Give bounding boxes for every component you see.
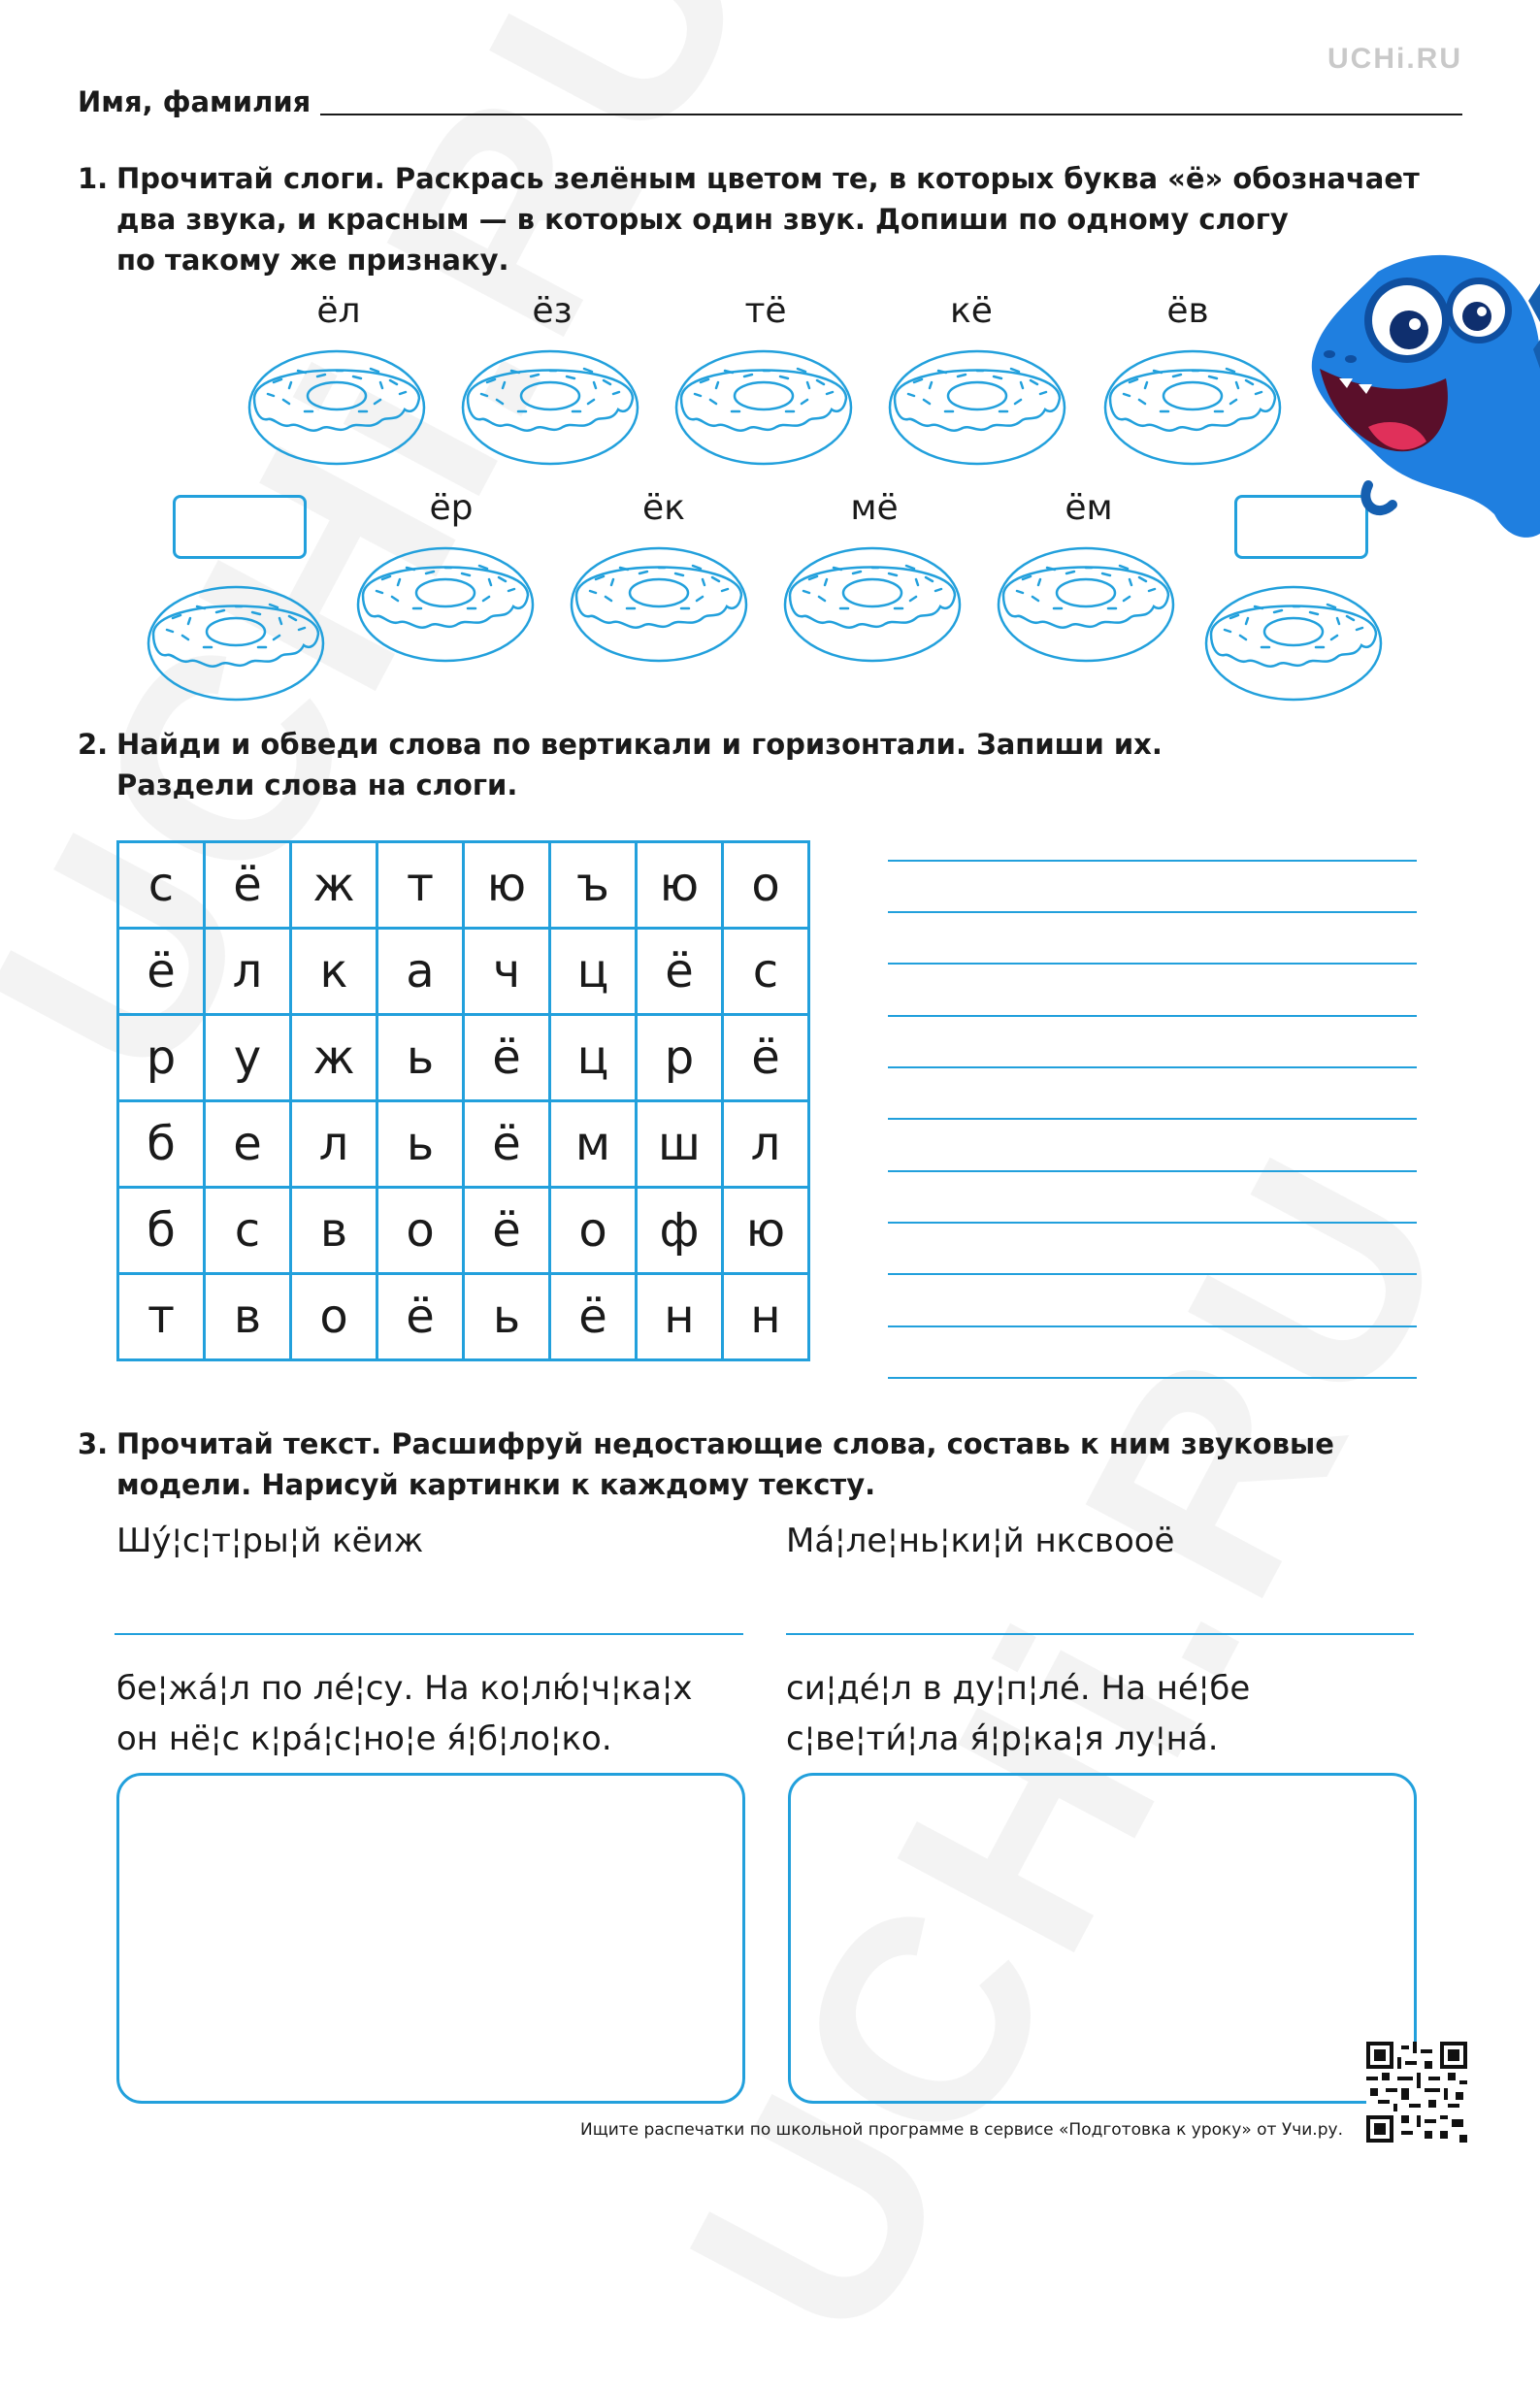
grid-cell[interactable]: ё [464,1188,550,1274]
grid-cell[interactable]: о [377,1188,464,1274]
grid-row [118,842,809,929]
grid-cell[interactable]: н [637,1274,723,1360]
donut-icon[interactable] [353,539,538,665]
syllable-label: ёв [1166,291,1209,331]
grid-cell[interactable]: ц [550,1015,637,1101]
grid-cell[interactable]: ё [637,929,723,1015]
syllable-label: ём [1065,488,1113,528]
story-left-title: Шу́¦с¦т¦ры¦й кёиж [116,1522,424,1560]
grid-row [118,1274,809,1360]
grid-row [118,1188,809,1274]
task2-line: Раздели слова на слоги. [116,769,518,802]
task1-text [116,158,1420,280]
grid-cell[interactable]: ж [291,842,377,929]
answer-line-right[interactable] [786,1633,1414,1635]
grid-cell[interactable]: л [723,1101,809,1188]
name-input-line[interactable] [320,114,1462,115]
task3-line: модели. Нарисуй картинки к каждому тексту. [116,1468,876,1501]
syllable-label: кё [950,291,993,331]
writing-line[interactable] [888,1118,1417,1120]
syllable-label: ёр [429,488,474,528]
grid-cell[interactable]: ё [464,1101,550,1188]
syllable-label: ёк [642,488,685,528]
donut-icon[interactable] [458,342,642,468]
grid-cell[interactable]: ж [291,1015,377,1101]
syllable-label: тё [744,291,787,331]
grid-cell[interactable]: ю [464,842,550,929]
task2-text [116,724,1163,805]
story-right-line: си¦де́¦л в ду¦п¦ле́. На не́¦бе [786,1669,1251,1708]
donut-icon[interactable] [780,539,965,665]
story-right-title: Ма́¦ле¦нь¦ки¦й нксвооё [786,1522,1175,1560]
writing-line[interactable] [888,963,1417,965]
task3-line: Прочитай текст. Расшифруй недостающие слова, составь к ним звуковые [116,1427,1334,1460]
grid-cell[interactable]: ь [464,1274,550,1360]
writing-line[interactable] [888,1066,1417,1068]
grid-cell[interactable]: в [291,1188,377,1274]
grid-row [118,1101,809,1188]
grid-cell[interactable]: к [291,929,377,1015]
grid-cell[interactable]: ё [550,1274,637,1360]
grid-cell[interactable]: м [550,1101,637,1188]
writing-line[interactable] [888,1377,1417,1379]
grid-cell[interactable]: ё [464,1015,550,1101]
donut-icon[interactable] [567,539,751,665]
grid-cell[interactable]: ц [550,929,637,1015]
task1-line: Прочитай слоги. Раскрась зелёным цветом те, в которых буква «ё» обозначает [116,162,1420,195]
grid-cell[interactable]: ю [723,1188,809,1274]
task3-text [116,1424,1334,1505]
grid-cell[interactable]: ё [377,1274,464,1360]
grid-cell[interactable]: ь [377,1015,464,1101]
qr-code-icon[interactable] [1366,2042,1467,2143]
task2-number: 2. [78,728,109,761]
grid-cell[interactable]: с [118,842,205,929]
grid-cell[interactable]: с [723,929,809,1015]
donut-icon[interactable] [144,577,328,704]
donut-icon[interactable] [885,342,1069,468]
writing-line[interactable] [888,1015,1417,1017]
grid-cell[interactable]: л [291,1101,377,1188]
task2-line: Найди и обведи слова по вертикали и горизонтали. Запиши их. [116,728,1163,761]
donut-icon[interactable] [1100,342,1285,468]
story-left-line: бе¦жа́¦л по ле́¦су. На ко¦лю́¦ч¦ка¦х [116,1669,693,1708]
donut-icon[interactable] [245,342,429,468]
story-left-line: он нё¦с к¦ра́¦с¦но¦е я́¦б¦ло¦ко. [116,1719,612,1758]
letter-grid [116,840,810,1361]
grid-cell[interactable]: б [118,1101,205,1188]
uchi-logo: UCHi.RU [1327,43,1462,75]
grid-cell[interactable]: е [205,1101,291,1188]
footer-text: Ищите распечатки по школьной программе в сервисе «Подготовка к уроку» от Учи.ру. [580,2120,1343,2140]
task1-line: два звука, и красным — в которых один звук. Допиши по одному слогу [116,203,1289,236]
grid-cell[interactable]: а [377,929,464,1015]
grid-cell[interactable]: ч [464,929,550,1015]
grid-row [118,1015,809,1101]
grid-cell[interactable]: о [291,1274,377,1360]
grid-cell[interactable]: ь [377,1101,464,1188]
grid-cell[interactable]: ю [637,842,723,929]
writing-line[interactable] [888,860,1417,862]
syllable-label: ёл [316,291,361,331]
writing-line[interactable] [888,911,1417,913]
answer-line-left[interactable] [115,1633,743,1635]
grid-cell[interactable]: ш [637,1101,723,1188]
writing-line[interactable] [888,1170,1417,1172]
writing-line[interactable] [888,1222,1417,1224]
drawing-frame-right[interactable] [788,1773,1417,2104]
grid-cell[interactable]: р [118,1015,205,1101]
donut-icon[interactable] [1201,577,1386,704]
task1-line: по такому же признаку. [116,244,509,277]
syllable-label: мё [850,488,899,528]
writing-line[interactable] [888,1325,1417,1327]
grid-cell[interactable]: б [118,1188,205,1274]
drawing-frame-left[interactable] [116,1773,745,2104]
grid-cell[interactable]: ё [205,842,291,929]
donut-icon[interactable] [672,342,856,468]
dino-mascot-icon [1300,243,1540,553]
writing-line[interactable] [888,1273,1417,1275]
grid-cell[interactable]: т [377,842,464,929]
grid-cell[interactable]: л [205,929,291,1015]
grid-cell[interactable]: н [723,1274,809,1360]
name-label: Имя, фамилия [78,85,311,118]
grid-cell[interactable]: о [550,1188,637,1274]
story-right-line: с¦ве¦ти́¦ла я́¦р¦ка¦я лу¦на́. [786,1719,1219,1758]
grid-cell[interactable]: ф [637,1188,723,1274]
grid-cell[interactable]: с [205,1188,291,1274]
grid-cell[interactable]: ё [723,1015,809,1101]
grid-cell[interactable]: ё [118,929,205,1015]
grid-cell[interactable]: т [118,1274,205,1360]
grid-cell[interactable]: в [205,1274,291,1360]
task3-number: 3. [78,1427,109,1460]
task1-number: 1. [78,162,109,195]
grid-cell[interactable]: о [723,842,809,929]
grid-cell[interactable]: р [637,1015,723,1101]
syllable-label: ёз [532,291,573,331]
syllable-input-box[interactable] [173,495,307,559]
grid-cell[interactable]: ъ [550,842,637,929]
grid-cell[interactable]: у [205,1015,291,1101]
donut-icon[interactable] [994,539,1178,665]
grid-row [118,929,809,1015]
